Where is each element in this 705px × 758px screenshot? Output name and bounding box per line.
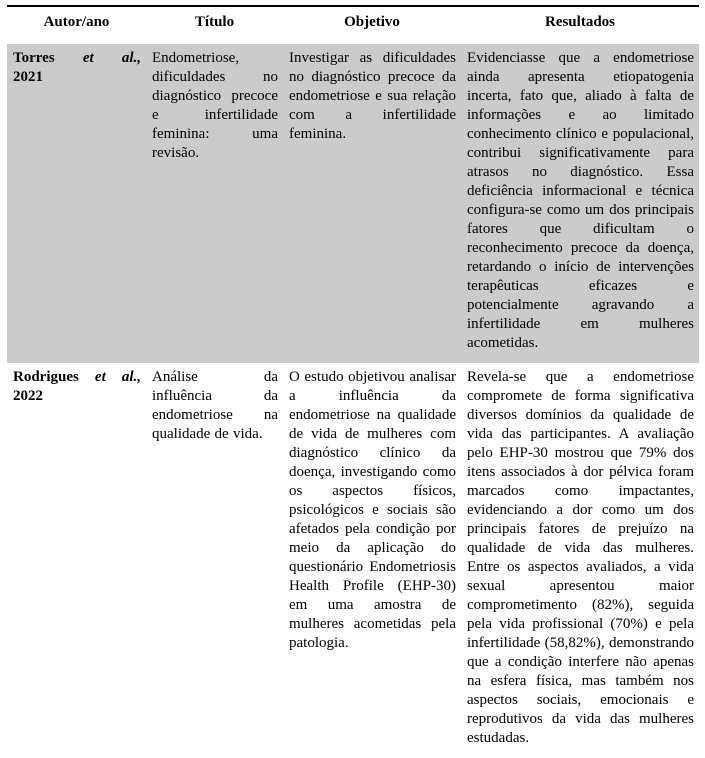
author-year: 2022	[13, 388, 43, 404]
objetivo-cell: O estudo objetivou analisar a influência da endometriose na qualidade de vida de mulheres com diagnóstico clínico da doença, investigando como os aspectos físicos, psicológicos e sociais são afetados pela condição por meio da aplicação do questionário Endometriosis Health Profile (EHP-30) em uma amostra de mulheres acometidas pela patologia.	[289, 369, 456, 651]
author-etal: et al.,	[82, 50, 142, 66]
header-resultados: Resultados	[461, 6, 699, 42]
resultados-cell: Evidenciasse que a endometriose ainda apresenta etiopatogenia incerta, fato que, aliado à falta de informações e ao limitado conhecimento clínico e populacional, contribui significativamente para atrasos no diagnóstico. Essa deficiência informacional e técnica configura-se como um dos principais fatores que dificultam o reconhecimento precoce da doença, retardando o início de intervenções terapêuticas eficazes e potencialmente agravando a infertilidade em mulheres acometidas.	[461, 42, 699, 363]
table-row-torres-2021	[7, 42, 699, 363]
author-year-cell	[7, 42, 146, 363]
author-surname: Torres	[13, 50, 55, 66]
author-name	[13, 368, 141, 387]
resultados-cell: Revela-se que a endometriose compromete de forma significativa diversos domínios da qualidade de vida das participantes. A avaliação pelo EHP-30 mostrou que 79% dos itens associados à dor pélvica foram marcados como impactantes, evidenciando a dor como um dos principais fatores de prejuízo na qualidade de vida das mulheres. Entre os aspectos avaliados, a vida sexual apresentou maior comprometimento (82%), seguida pela vida profissional (70%) e pela infertilidade (58,82%), demonstrando que a condição interfere não apenas na esfera física, mas também nos aspectos sociais, emocionais e reprodutivos da vida das mulheres estudadas.	[467, 369, 694, 746]
table-row-rodrigues-2022	[7, 363, 699, 758]
author-name	[13, 49, 141, 68]
author-year: 2021	[13, 69, 43, 85]
document-page	[0, 5, 705, 746]
header-row	[7, 6, 699, 42]
objetivo-cell: Investigar as dificuldades no diagnóstico precoce da endometriose e sua relação com a infertilidade feminina.	[283, 42, 461, 363]
titulo-cell: Análise da influência da endometriose na qualidade de vida.	[152, 369, 278, 442]
author-surname: Rodrigues	[13, 369, 79, 385]
header-objetivo: Objetivo	[283, 6, 461, 42]
header-titulo: Título	[146, 6, 283, 42]
author-etal: et al.,	[94, 369, 141, 385]
header-autor-ano: Autor/ano	[7, 6, 146, 42]
titulo-cell: Endometriose, dificuldades no diagnóstico precoce e infertilidade feminina: uma revisão.	[146, 42, 283, 363]
literature-review-table	[7, 5, 699, 758]
author-year-cell	[7, 363, 146, 758]
